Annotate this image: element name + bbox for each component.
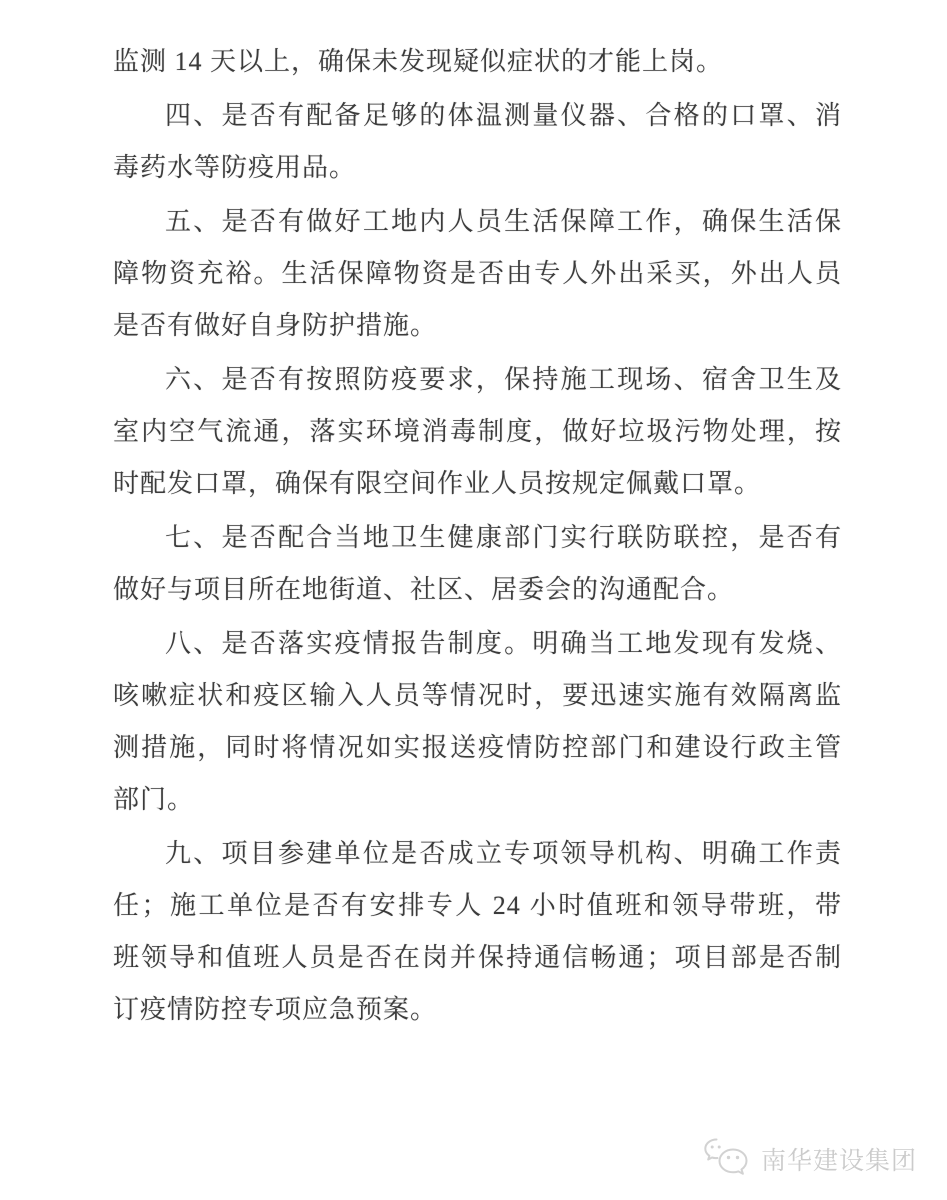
- paragraph: [113, 36, 842, 88]
- document-line: 室内空气流通，落实环境消毒制度，做好垃圾污物处理，按: [113, 417, 842, 446]
- document-line: 四、是否有配备足够的体温测量仪器、合格的口罩、消: [165, 101, 842, 130]
- paragraph: [113, 512, 842, 616]
- paragraph: [113, 828, 842, 1036]
- watermark: [702, 1136, 917, 1182]
- wechat-icon: [702, 1136, 754, 1182]
- paragraph: [113, 618, 842, 826]
- document-line: 任；施工单位是否有安排专人 24 小时值班和领导带班，带: [113, 891, 842, 920]
- document-line: 时配发口罩，确保有限空间作业人员按规定佩戴口罩。: [113, 469, 762, 498]
- document-body: [113, 36, 842, 1038]
- document-line: 六、是否有按照防疫要求，保持施工现场、宿舍卫生及: [165, 365, 842, 394]
- document-line: 五、是否有做好工地内人员生活保障工作，确保生活保: [165, 207, 842, 236]
- document-line: 障物资充裕。生活保障物资是否由专人外出采买，外出人员: [113, 259, 842, 288]
- document-line: 毒药水等防疫用品。: [113, 153, 357, 182]
- document-line: 班领导和值班人员是否在岗并保持通信畅通；项目部是否制: [113, 943, 842, 972]
- document-line: 是否有做好自身防护措施。: [113, 311, 438, 340]
- document-line: 测措施，同时将情况如实报送疫情防控部门和建设行政主管: [113, 733, 842, 762]
- paragraph: [113, 354, 842, 510]
- document-line: 咳嗽症状和疫区输入人员等情况时，要迅速实施有效隔离监: [113, 681, 842, 710]
- document-line: 八、是否落实疫情报告制度。明确当工地发现有发烧、: [165, 629, 842, 658]
- document-line: 七、是否配合当地卫生健康部门实行联防联控，是否有: [165, 523, 842, 552]
- document-line: 订疫情防控专项应急预案。: [113, 995, 438, 1024]
- paragraph: [113, 90, 842, 194]
- document-line: 做好与项目所在地街道、社区、居委会的沟通配合。: [113, 575, 735, 604]
- watermark-text: 南华建设集团: [761, 1147, 918, 1175]
- document-line: 监测 14 天以上，确保未发现疑似症状的才能上岗。: [113, 47, 724, 76]
- document-line: 部门。: [113, 785, 195, 814]
- paragraph: [113, 196, 842, 352]
- document-line: 九、项目参建单位是否成立专项领导机构、明确工作责: [165, 839, 842, 868]
